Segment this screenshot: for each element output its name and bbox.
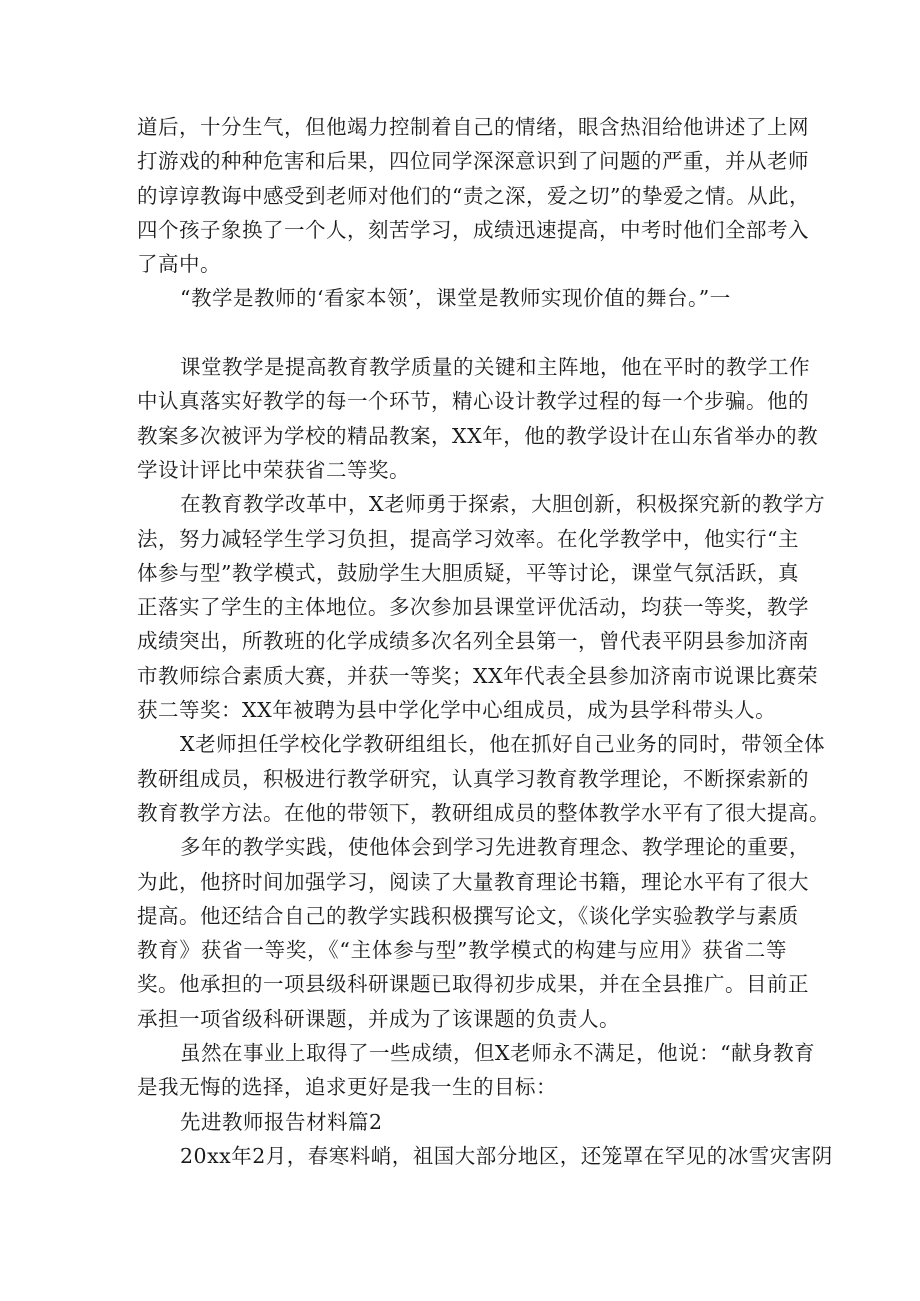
paragraph-start: 虽然在事业上取得了一些成绩，但X老师永不满足，他说：“献身教育 <box>180 1041 816 1066</box>
paragraph-start: 课堂教学是提高教育教学质量的关键和主阵地，他在平时的教学工作 <box>180 355 810 380</box>
text-line: 是我无悔的选择，追求更好是我一生的目标： <box>137 1075 557 1100</box>
text-line: 承担一项省级科研课题，并成为了该课题的负责人。 <box>137 1006 620 1031</box>
text-line: 提高。他还结合自己的教学实践积极撰写论文，《谈化学实验教学与素质 <box>137 903 799 928</box>
paragraph-start: X老师担任学校化学教研组组长，他在抓好自己业务的同时，带领全体 <box>180 732 826 757</box>
text-line: 打游戏的种种危害和后果，四位同学深深意识到了问题的严重，并从老师 <box>137 149 809 174</box>
text-line: 教案多次被评为学校的精品教案，XX年，他的教学设计在山东省举办的教 <box>137 423 819 448</box>
text-line: 法，努力减轻学生学习负担，提高学习效率。在化学教学中，他实行“主 <box>137 526 799 551</box>
text-line: 成绩突出，所教班的化学成绩多次名列全县第一，曾代表平阴县参加济南 <box>137 629 809 654</box>
text-line: 教育教学方法。在他的带领下，教研组成员的整体教学水平有了很大提高。 <box>137 800 830 825</box>
text-line: 获二等奖：XX年被聘为县中学化学中心组成员，成为县学科带头人。 <box>137 698 777 723</box>
document-body <box>137 110 833 1173</box>
text-line: 四个孩子象换了一个人，刻苦学习，成绩迅速提高，中考时他们全部考入 <box>137 217 809 242</box>
text-line: 学设计评比中荣获省二等奖。 <box>137 457 410 482</box>
text-line: 中认真落实好教学的每一个环节，精心设计教学过程的每一个步骗。他的 <box>137 389 809 414</box>
text-line: 了高中。 <box>137 252 221 277</box>
text-line: 道后，十分生气，但他竭力控制着自己的情绪，眼含热泪给他讲述了上网 <box>137 115 809 139</box>
text-line: 奖。他承担的一项县级科研课题已取得初步成果，并在全县推广。目前正 <box>137 972 809 997</box>
text-line: 体参与型”教学模式，鼓励学生大胆质疑，平等讨论，课堂气氛活跃，真 <box>137 560 799 585</box>
text-line: 教育》获省一等奖，《“主体参与型”教学模式的构建与应用》获省二等 <box>137 938 787 963</box>
paragraph-start: 在教育教学改革中，X老师勇于探索，大胆创新，积极探究新的教学方 <box>180 492 826 517</box>
paragraph-start: 多年的教学实践，使他体会到学习先进教育理念、教学理论的重要， <box>180 835 810 860</box>
blank-line <box>137 316 787 350</box>
quote-line: “教学是教师的‘看家本领’，课堂是教师实现价值的舞台。”一 <box>180 286 731 311</box>
text-line: 市教师综合素质大赛，并获一等奖；XX年代表全县参加济南市说课比赛荣 <box>137 663 819 688</box>
paragraph-start: 20xx年2月，春寒料峭，祖国大部分地区，还笼罩在罕见的冰雪灾害阴 <box>180 1143 833 1168</box>
section-heading: 先进教师报告材料篇2 <box>180 1109 383 1134</box>
text-line: 教研组成员，积极进行教学研究，认真学习教育教学理论，不断探索新的 <box>137 766 809 791</box>
text-line: 为此，他挤时间加强学习，阅读了大量教育理论书籍，理论水平有了很大 <box>137 869 809 894</box>
text-line: 正落实了学生的主体地位。多次参加县课堂评优活动，均获一等奖，教学 <box>137 595 809 620</box>
text-line: 的谆谆教诲中感受到老师对他们的“责之深，爱之切”的挚爱之情。从此， <box>137 183 810 208</box>
